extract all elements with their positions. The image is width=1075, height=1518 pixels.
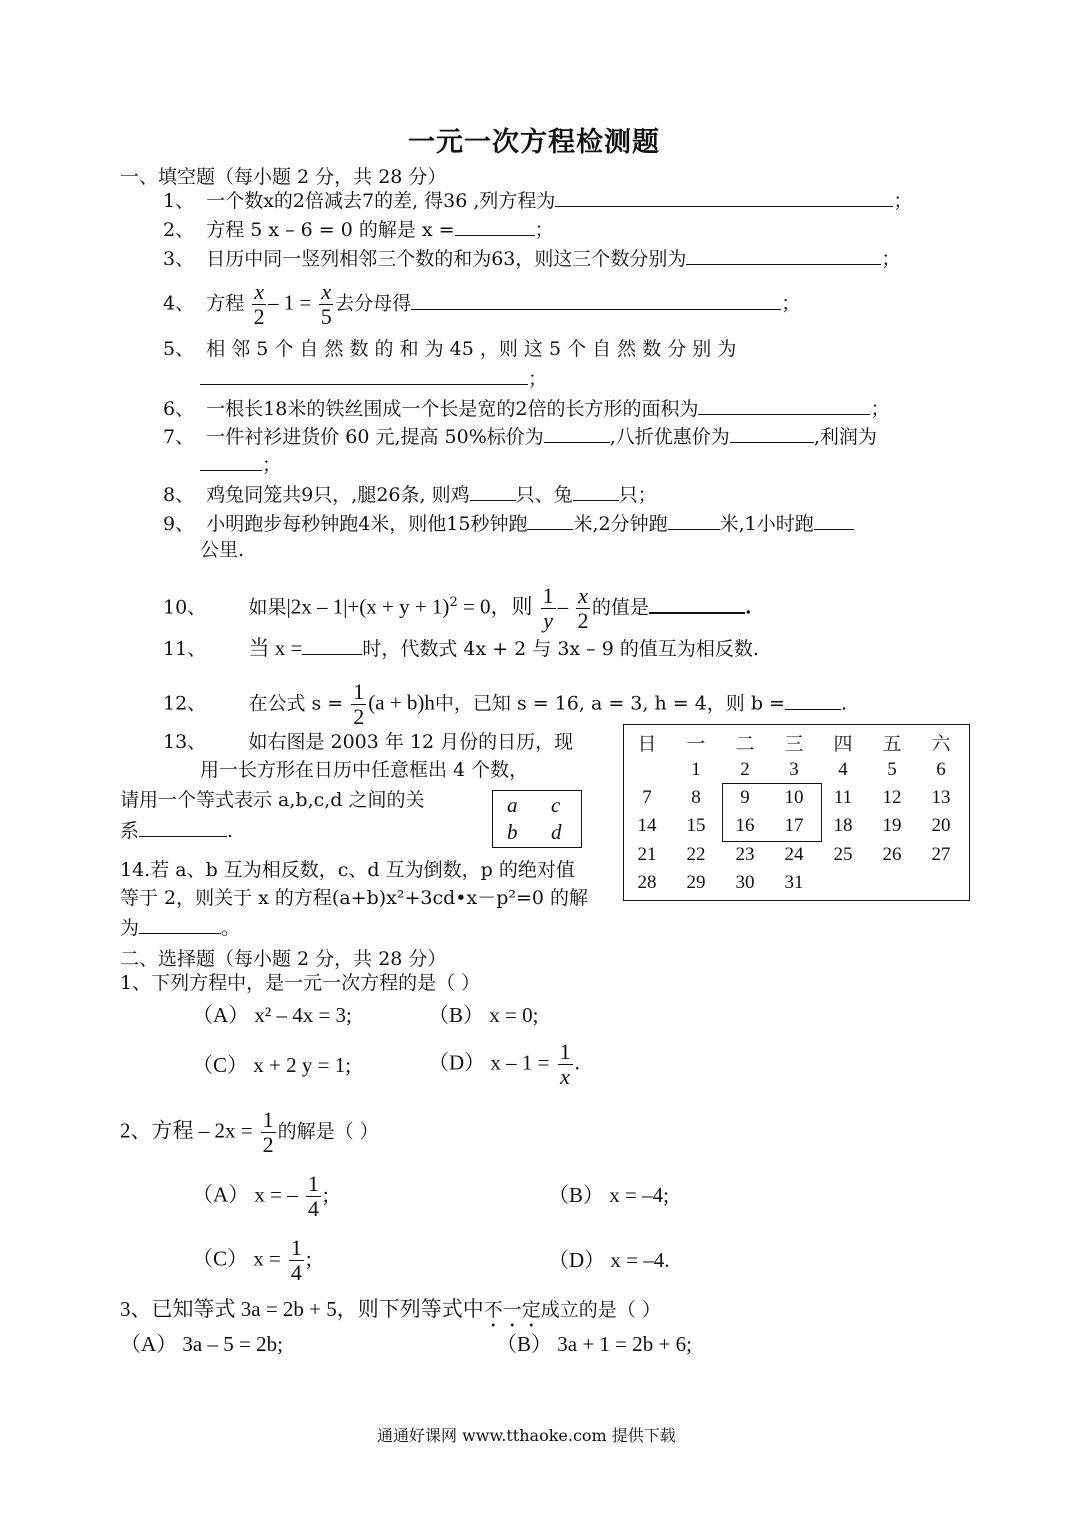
choice-2-option-d[interactable]: （D） x = –4. (548, 1248, 670, 1272)
calendar-day: 31 (784, 872, 804, 893)
letter-a: a (507, 793, 518, 817)
section-heading-choice: 二、选择题（每小题 2 分，共 28 分） (120, 948, 447, 970)
answer-blank[interactable] (200, 452, 262, 471)
calendar-day: 11 (833, 787, 853, 808)
choice-2-option-a[interactable]: （A） x = – $\frac{1}{4}$ ; (192, 1171, 329, 1221)
calendar-table (623, 724, 970, 901)
calendar-day: 25 (833, 844, 853, 865)
question-13: 13、 如右图是 2003 年 12 月份的日历，现 (163, 731, 574, 753)
question-3: 3、 日历中同一竖列相邻三个数的和为63，则这三个数分别为 ； (163, 248, 901, 270)
answer-blank[interactable] (544, 424, 610, 443)
calendar-day: 29 (686, 872, 706, 893)
calendar-day: 10 (784, 787, 804, 808)
fraction: $\frac{1}{y}$ (542, 583, 554, 633)
choice-question-1: 1、下列方程中，是一元一次方程的是（ ） (120, 972, 481, 994)
calendar-day: 24 (784, 844, 804, 865)
answer-blank[interactable] (785, 691, 841, 710)
calendar-day: 28 (637, 872, 657, 893)
question-12: 12、 在公式 s = $\frac{1}{2}$ (a + b)h中，已知 s = 16, a = 3, h = 4，则 b = . (163, 679, 847, 729)
question-7: 7、 一件衬衫进货价 60 元,提高 50%标价为 ,八折优惠价为 ,利润为 (163, 426, 877, 448)
calendar-header-cell: 一 (686, 734, 706, 755)
answer-blank[interactable] (814, 511, 854, 530)
answer-blank[interactable] (139, 915, 221, 934)
fraction: $\frac{x}{2}$ (577, 583, 589, 633)
question-5: 5、 相 邻 5 个 自 然 数 的 和 为 45 ，则 这 5 个 自 然 数 分 别 为 (163, 338, 737, 360)
answer-blank[interactable] (527, 511, 573, 530)
calendar-selection-box (722, 783, 822, 842)
choice-2-option-b[interactable]: （B） x = –4; (548, 1183, 669, 1207)
answer-blank[interactable] (470, 482, 516, 501)
answer-blank[interactable] (668, 511, 720, 530)
question-11: 11、 当 x = 时，代数式 4x + 2 与 3x – 9 的值互为相反数. (163, 636, 759, 660)
calendar-day: 17 (784, 815, 804, 836)
calendar-day: 14 (637, 815, 657, 836)
calendar-day: 22 (686, 844, 706, 865)
question-4: 4、 方程 $\frac{x}{2}$ – 1 = $\frac{x}{5}$ 去分母得 ； (163, 279, 801, 329)
question-13-line3: 请用一个等式表示 a,b,c,d 之间的关 (120, 789, 425, 811)
choice-3-option-b[interactable]: （B） 3a + 1 = 2b + 6; (496, 1332, 692, 1356)
fraction: $\frac{1}{4}$ (290, 1235, 302, 1285)
calendar-day: 4 (838, 759, 848, 780)
section-heading-fill: 一、填空题（每小题 2 分，共 28 分） (120, 166, 447, 188)
fraction: $\frac{x}{2}$ (253, 279, 265, 329)
choice-2-option-c[interactable]: （C） x = $\frac{1}{4}$ ; (192, 1235, 312, 1285)
calendar-day: 2 (740, 759, 750, 780)
answer-blank[interactable] (455, 217, 535, 236)
answer-blank[interactable] (302, 636, 362, 655)
calendar-day: 16 (735, 815, 755, 836)
answer-blank[interactable] (139, 818, 227, 837)
question-13-line4: 系 . (120, 820, 234, 842)
question-14-line2: 等于 2，则关于 x 的方程(a+b)x²+3cd•x－p²=0 的解 (120, 887, 589, 909)
page-footer: 通通好课网 www.tthaoke.com 提供下载 (377, 1426, 676, 1445)
calendar-day: 6 (936, 759, 946, 780)
calendar-day: 3 (789, 759, 799, 780)
question-14-line3: 为 。 (120, 917, 241, 939)
fraction: $\frac{1}{2}$ (262, 1107, 274, 1157)
answer-blank[interactable] (573, 482, 619, 501)
question-6: 6、 一根长18米的铁丝围成一个长是宽的2倍的长方形的面积为 ； (163, 398, 890, 420)
calendar-day: 5 (887, 759, 897, 780)
choice-question-3: 3、已知等式 3a = 2b + 5，则下列等式中不一定成立的是（ ） (120, 1297, 661, 1321)
choice-1-option-d[interactable]: （D） x – 1 = $\frac{1}{x}$ . (428, 1039, 580, 1089)
answer-blank[interactable] (555, 188, 893, 207)
question-8: 8、 鸡兔同笼共9只，,腿26条, 则鸡 只、兔 只； (163, 484, 657, 506)
fraction: $\frac{x}{5}$ (320, 279, 332, 329)
question-7-answer: ； (200, 452, 281, 476)
calendar-day: 13 (931, 787, 951, 808)
calendar-day: 21 (637, 844, 657, 865)
calendar-header-cell: 二 (735, 734, 755, 755)
calendar-day: 20 (931, 815, 951, 836)
calendar-day: 23 (735, 844, 755, 865)
calendar-header-cell: 六 (931, 734, 951, 755)
choice-1-option-c[interactable]: （C） x + 2 y = 1; (192, 1053, 352, 1077)
calendar-day: 8 (691, 787, 701, 808)
choice-3-option-a[interactable]: （A） 3a – 5 = 2b; (120, 1332, 283, 1356)
calendar-day: 30 (735, 872, 755, 893)
question-9: 9、 小明跑步每秒钟跑4米，则他15秒钟跑 米,2分钟跑 米,1小时跑 (163, 511, 854, 535)
choice-question-2: 2、方程 – 2x = $\frac{1}{2}$ 的解是（ ） (120, 1107, 379, 1157)
question-10: 10、 如果$|2x - 1|+(x + y + 1)^2 = 0$，则 $\frac{1}{y}$ – $\frac{x}{2}$ 的值是 . (163, 583, 752, 633)
calendar-day: 27 (931, 844, 951, 865)
calendar-day: 7 (642, 787, 652, 808)
question-13-line2: 用一长方形在日历中任意框出 4 个数， (200, 759, 529, 781)
fraction: $\frac{1}{2}$ (353, 679, 365, 729)
question-1: 1、 一个数x的2倍减去7的差, 得36 ,列方程为 ； (163, 190, 913, 212)
answer-blank[interactable] (698, 396, 870, 415)
calendar-header-cell: 三 (784, 734, 804, 755)
calendar-day: 1 (691, 759, 701, 780)
question-14: 14.若 a、b 互为相反数，c、d 互为倒数，p 的绝对值 (120, 859, 575, 881)
fraction: $\frac{1}{4}$ (307, 1171, 319, 1221)
page-title: 一元一次方程检测题 (408, 127, 660, 158)
calendar-day: 26 (882, 844, 902, 865)
calendar-day: 9 (740, 787, 750, 808)
calendar-day: 18 (833, 815, 853, 836)
answer-blank[interactable] (649, 594, 745, 614)
calendar-day: 19 (882, 815, 902, 836)
fraction: $\frac{1}{x}$ (559, 1039, 571, 1089)
calendar-header-cell: 五 (882, 734, 902, 755)
letter-b: b (507, 820, 518, 844)
choice-1-option-b[interactable]: （B） x = 0; (428, 1003, 539, 1027)
question-2: 2、 方程 5 x – 6 = 0 的解是 x = ； (163, 219, 554, 241)
calendar-header-cell: 四 (833, 734, 853, 755)
calendar-day: 12 (882, 787, 902, 808)
answer-blank[interactable] (411, 291, 781, 310)
answer-blank[interactable] (730, 424, 814, 443)
abcd-box (492, 790, 582, 848)
letter-c: c (551, 793, 561, 817)
question-5-answer: ； (200, 366, 547, 390)
answer-blank[interactable] (686, 246, 881, 265)
calendar-header-cell: 日 (637, 734, 657, 755)
answer-blank[interactable] (200, 366, 528, 385)
choice-1-option-a[interactable]: （A） x² – 4x = 3; (192, 1003, 352, 1027)
question-9-cont: 公里. (200, 539, 245, 561)
letter-d: d (551, 820, 562, 844)
calendar-day: 15 (686, 815, 706, 836)
